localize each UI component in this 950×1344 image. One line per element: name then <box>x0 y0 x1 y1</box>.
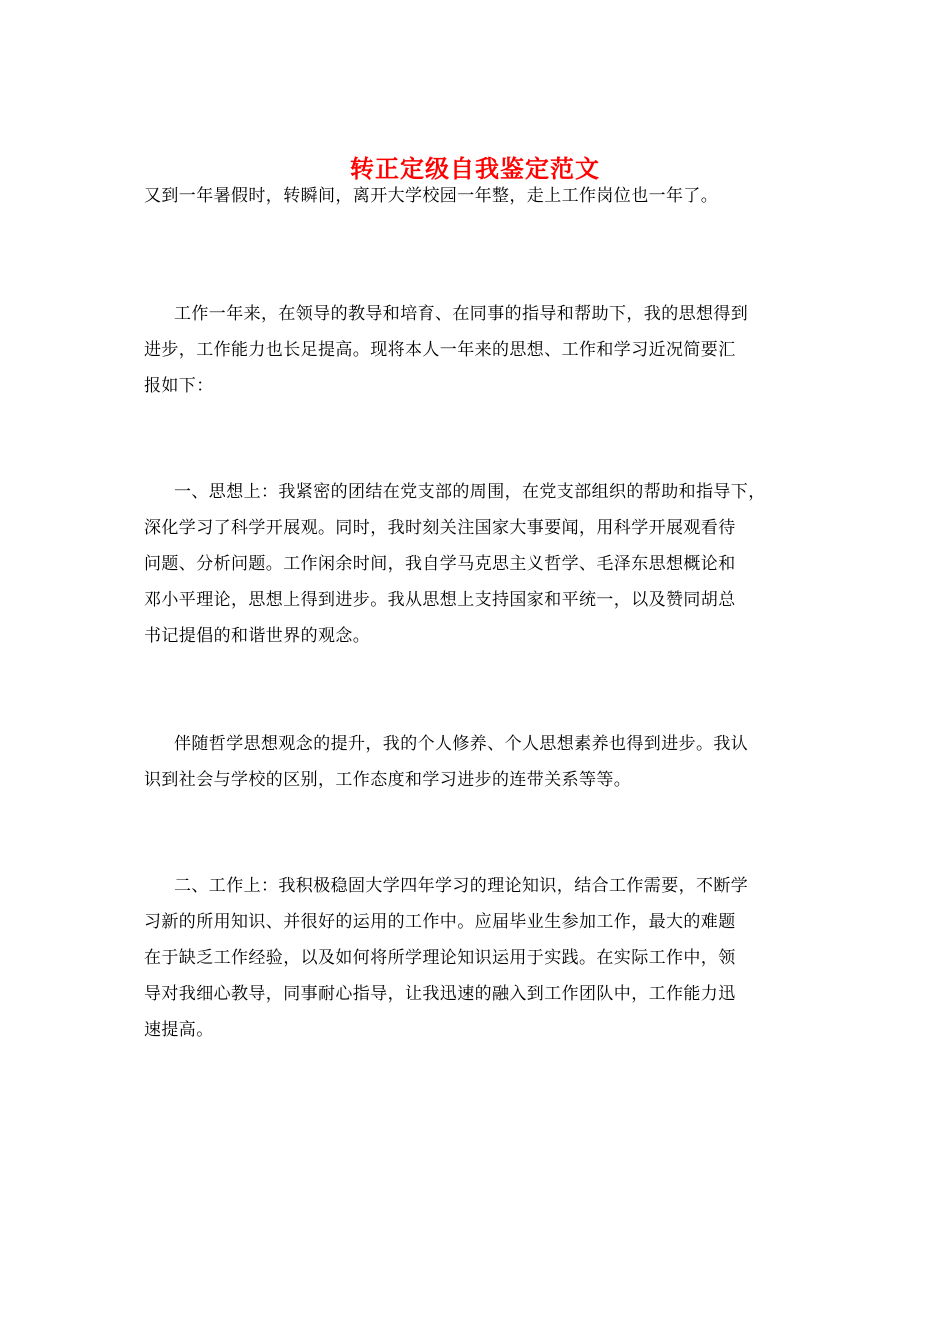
paragraph-line: 二、工作上：我积极稳固大学四年学习的理论知识，结合工作需要，不断学 <box>174 876 749 896</box>
paragraph-line: 伴随哲学思想观念的提升，我的个人修养、个人思想素养也得到进步。我认 <box>174 734 749 754</box>
paragraph-line: 书记提倡的和谐世界的观念。 <box>144 626 371 646</box>
paragraph-line: 导对我细心教导，同事耐心指导，让我迅速的融入到工作团队中，工作能力迅 <box>144 984 736 1004</box>
paragraph-line: 问题、分析问题。工作闲余时间，我自学马克思主义哲学、毛泽东思想概论和 <box>144 554 736 574</box>
paragraph-line: 深化学习了科学开展观。同时，我时刻关注国家大事要闻，用科学开展观看待 <box>144 518 736 538</box>
paragraph-line: 速提高。 <box>144 1020 214 1040</box>
paragraph-overview <box>144 296 814 404</box>
paragraph-thought <box>144 474 814 654</box>
paragraph-line: 习新的所用知识、并很好的运用的工作中。应届毕业生参加工作，最大的难题 <box>144 912 736 932</box>
paragraph-intro <box>144 178 814 214</box>
paragraph-line: 在于缺乏工作经验，以及如何将所学理论知识运用于实践。在实际工作中，领 <box>144 948 736 968</box>
document-title: 转正定级自我鉴定范文 <box>350 154 600 183</box>
paragraph-cultivation <box>144 726 814 798</box>
paragraph-line: 又到一年暑假时，转瞬间，离开大学校园一年整，走上工作岗位也一年了。 <box>144 186 719 206</box>
paragraph-line: 工作一年来，在领导的教导和培育、在同事的指导和帮助下，我的思想得到 <box>174 304 749 324</box>
paragraph-work <box>144 868 814 1048</box>
paragraph-line: 报如下： <box>144 376 214 396</box>
paragraph-line: 识到社会与学校的区别，工作态度和学习进步的连带关系等等。 <box>144 770 632 790</box>
paragraph-line: 一、思想上：我紧密的团结在党支部的周围，在党支部组织的帮助和指导下， <box>174 482 766 502</box>
paragraph-line: 进步，工作能力也长足提高。现将本人一年来的思想、工作和学习近况简要汇 <box>144 340 736 360</box>
paragraph-line: 邓小平理论，思想上得到进步。我从思想上支持国家和平统一，以及赞同胡总 <box>144 590 736 610</box>
